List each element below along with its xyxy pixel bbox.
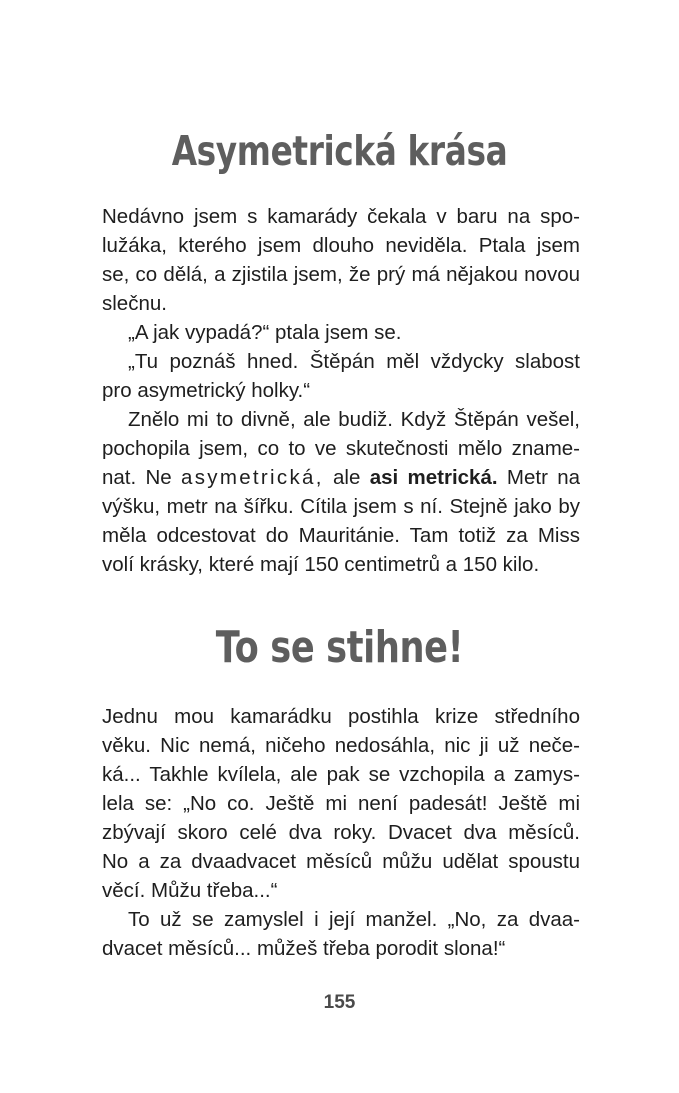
text-line: pochopila jsem, co to ve skutečnosti mělo zname- <box>102 437 580 460</box>
bold-word-asi-metricka: asi metrická. <box>369 466 498 489</box>
text-line: zbývají skoro celé dva roky. Dvacet dva měsíců. <box>102 821 580 844</box>
page-number: 155 <box>323 992 356 1013</box>
text-line: No a za dvaadvacet měsíců můžu udělat spoustu <box>102 850 580 873</box>
dialogue-line: „A jak vypadá?“ ptala jsem se. <box>128 321 402 344</box>
text-run: ale <box>333 466 361 489</box>
spaced-word-asymetricka: asymetrická, <box>181 466 324 489</box>
text-line: To už se zamyslel i její manžel. „No, za dvaa- <box>128 908 580 931</box>
text-line: Nedávno jsem s kamarády čekala v baru na spo- <box>102 205 580 228</box>
text-line: věku. Nic nemá, ničeho nedosáhla, nic ji už neče- <box>102 734 580 757</box>
text-line: věcí. Můžu třeba...“ <box>102 879 278 902</box>
text-line: výšku, metr na šířku. Cítila jsem s ní. Stejně jako by <box>102 495 580 518</box>
text-line-mixed <box>102 463 580 493</box>
text-run: Metr na <box>506 466 580 489</box>
text-line: měla odcestovat do Mauritánie. Tam totiž za Miss <box>102 524 580 547</box>
story-title-asymetricka-krasa: Asymetrická krása <box>171 127 508 175</box>
text-line: Znělo mi to divně, ale budiž. Když Štěpán vešel, <box>128 408 580 431</box>
text-line: Jednu mou kamarádku postihla krize středního <box>102 705 580 728</box>
text-line: lela se: „No co. Ještě mi není padesát! Ještě mi <box>102 792 580 815</box>
text-line: volí krásky, které mají 150 centimetrů a 150 kilo. <box>102 553 540 576</box>
text-run: nat. Ne <box>102 466 172 489</box>
text-line: slečnu. <box>102 292 167 315</box>
dialogue-line: „Tu poznáš hned. Štěpán měl vždycky slabost <box>128 350 580 373</box>
story-title-to-se-stihne: To se stihne! <box>215 622 464 673</box>
text-line: lužáka, kterého jsem dlouho neviděla. Ptala jsem <box>102 234 580 257</box>
text-line: pro asymetrický holky.“ <box>102 379 311 402</box>
text-line: dvacet měsíců... můžeš třeba porodit slona!“ <box>102 937 506 960</box>
text-line: ká... Takhle kvílela, ale pak se vzchopila a zamys- <box>102 763 580 786</box>
text-line: se, co dělá, a zjistila jsem, že prý má nějakou novou <box>102 263 580 286</box>
